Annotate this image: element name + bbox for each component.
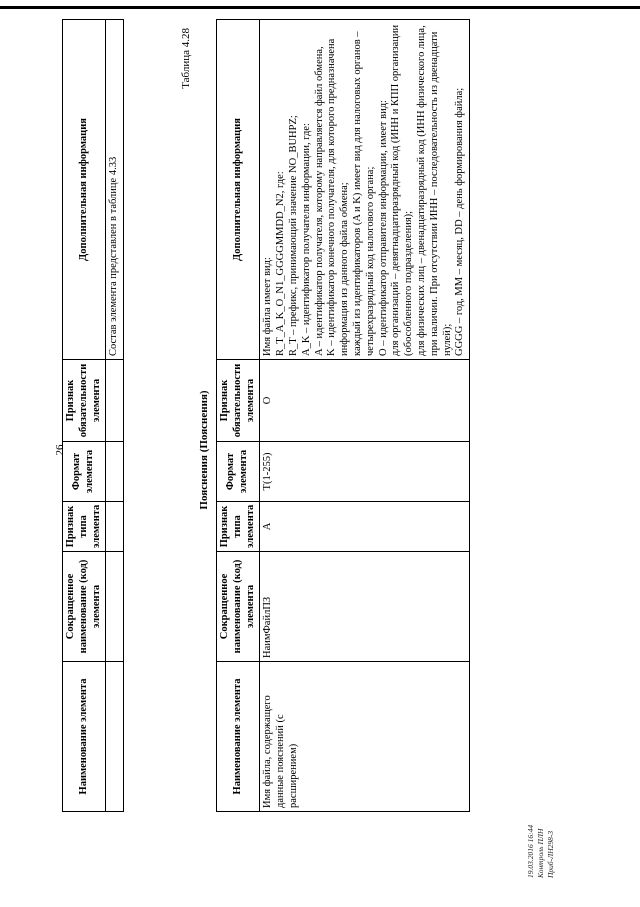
cell-required: О <box>260 360 470 442</box>
stamp-line: 19.03.2016 16:44 <box>526 824 535 878</box>
info-line: GGGG – год, MM – месяц, DD – день формирования файла; <box>454 87 466 356</box>
header-additional-info: Дополнительная информация <box>63 20 106 360</box>
table-row <box>260 20 470 812</box>
cell-name: Имя файла, содержащего данные пояснений (с расширением) <box>260 662 470 812</box>
table-header-row <box>217 20 260 812</box>
page-number: 26 <box>54 444 66 456</box>
cell-code <box>106 552 124 662</box>
header-element-type: Признак типа элемента <box>217 502 260 552</box>
continuation-table <box>62 19 124 812</box>
info-line: R_T_A_K_O_N1_GGGGMMDD_N2, где: <box>275 171 287 356</box>
info-line: Имя файла имеет вид: <box>262 257 274 356</box>
info-line: для физических лиц – двенадцатиразрядный код (ИНН физического лица, при наличии. При отсутствии ИНН – последовательность из двенадцати нулей); <box>415 25 453 356</box>
header-element-format: Формат элемента <box>217 442 260 502</box>
info-line: каждый из идентификаторов (A и K) имеет вид для налоговых органов – четырехразрядный код налогового органа; <box>351 31 376 356</box>
header-element-required: Признак обязательности элемента <box>217 360 260 442</box>
header-element-required: Признак обязательности элемента <box>63 360 106 442</box>
table-row <box>106 20 124 812</box>
info-line: O – идентификатор отправителя информации, имеет вид: <box>377 100 389 356</box>
header-element-code: Сокращенное наименование (код) элемента <box>63 552 106 662</box>
header-element-name: Наименование элемента <box>217 662 260 812</box>
header-element-format: Формат элемента <box>63 442 106 502</box>
header-element-code: Сокращенное наименование (код) элемента <box>217 552 260 662</box>
page-edge-line <box>0 6 640 9</box>
header-element-name: Наименование элемента <box>63 662 106 812</box>
cell-info: Состав элемента представлен в таблице 4.33 <box>106 20 124 360</box>
rotated-page-content <box>40 20 600 880</box>
header-element-type: Признак типа элемента <box>63 502 106 552</box>
table-caption: Пояснения (Пояснения) <box>198 390 210 510</box>
info-line: K – идентификатор конечного получателя, для которого предназначена информация из данного файла обмена; <box>326 38 351 356</box>
explanations-table <box>216 19 470 812</box>
header-additional-info: Дополнительная информация <box>217 20 260 360</box>
cell-format: T(1-255) <box>260 442 470 502</box>
stamp-line: Контроль ПЛН Приб-ЛН298-3 <box>535 828 555 878</box>
cell-info <box>260 20 470 360</box>
cell-format <box>106 442 124 502</box>
info-line: A – идентификатор получателя, которому направляется файл обмена, <box>313 46 325 356</box>
cell-required <box>106 360 124 442</box>
cell-code: НаимФайлПЗ <box>260 552 470 662</box>
info-line: для организаций – девятнадцатиразрядный код (ИНН и КПП организации (обособленного подразделения); <box>390 24 415 356</box>
info-line: A_K – идентификатор получателя информации, где: <box>300 123 312 356</box>
cell-type: А <box>260 502 470 552</box>
print-stamp <box>526 818 555 878</box>
info-line: R_T – префикс, принимающий значение NO_BUHPZ; <box>287 115 299 356</box>
cell-type <box>106 502 124 552</box>
table-header-row <box>63 20 106 812</box>
cell-name <box>106 662 124 812</box>
table-number-label: Таблица 4.28 <box>180 28 192 89</box>
